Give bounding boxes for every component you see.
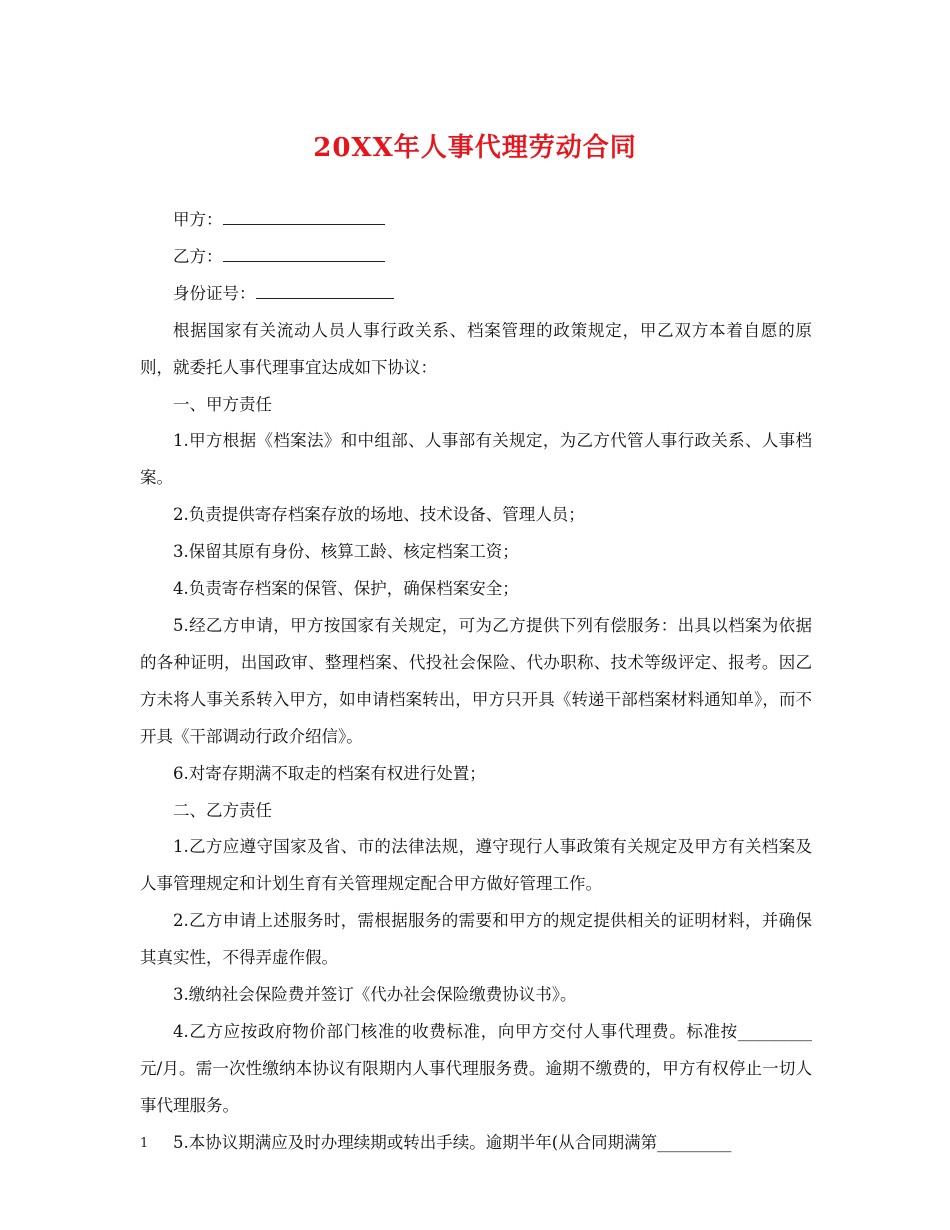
page-number: 1 (140, 1136, 149, 1151)
clause-a-1: 1.甲方根据《档案法》和中组部、人事部有关规定，为乙方代管人事行政关系、人事档案。 (140, 431, 812, 488)
field-label: 甲方： (173, 210, 223, 229)
field-label: 乙方： (173, 246, 223, 266)
clause-b-2: 2.乙方申请上述服务时，需根据服务的需要和甲方的规定提供相关的证明材料，并确保其真实性，不得弄虚作假。 (140, 911, 812, 968)
clause-b-4: 4.乙方应按政府物价部门核准的收费标准，向甲方交付人事代理费。标准按_________元/月。需一次性缴纳本协议有限期内人事代理服务费。逾期不缴费的，甲方有权停止一切人事代理服务。 (140, 1021, 812, 1115)
clause-a-2: 2.负责提供寄存档案存放的场地、技术设备、管理人员； (173, 505, 585, 525)
field-party-b (140, 239, 812, 276)
document-title: 20XX年人事代理劳动合同 (313, 133, 637, 163)
field-id-number (140, 276, 812, 313)
paragraph-intro: 根据国家有关流动人员人事行政关系、档案管理的政策规定，甲乙双方本着自愿的原则，就委托人事代理事宜达成如下协议： (140, 320, 812, 377)
blank-line (223, 241, 385, 262)
blank-line (223, 204, 385, 225)
document-body (140, 202, 812, 1162)
field-party-a (140, 202, 812, 239)
clause-b-3: 3.缴纳社会保险费并签订《代办社会保险缴费协议书》。 (173, 985, 577, 1005)
clause-a-5: 5.经乙方申请，甲方按国家有关规定，可为乙方提供下列有偿服务：出具以档案为依据的各种证明，出国政审、整理档案、代投社会保险、代办职称、技术等级评定、报考。因乙方未将人事关系转入甲方，如申请档案转出，甲方只开具《转递干部档案材料通知单》，而不开具《干部调动行政介绍信》。 (140, 615, 812, 746)
clause-a-3: 3.保留其原有身份、核算工龄、核定档案工资； (173, 542, 519, 562)
blank-line (256, 278, 394, 299)
section-heading-party-b: 二、乙方责任 (173, 800, 272, 820)
clause-a-6: 6.对寄存期满不取走的档案有权进行处置； (173, 763, 486, 783)
clause-b-1: 1.乙方应遵守国家及省、市的法律法规，遵守现行人事政策有关规定及甲方有关档案及人事管理规定和计划生育有关管理规定配合甲方做好管理工作。 (140, 837, 812, 894)
clause-a-4: 4.负责寄存档案的保管、保护，确保档案安全； (173, 579, 519, 599)
section-heading-party-a: 一、甲方责任 (173, 394, 272, 414)
clause-b-5: 5.本协议期满应及时办理续期或转出手续。逾期半年(从合同期满第_________ (173, 1132, 732, 1152)
field-label: 身份证号： (173, 283, 256, 303)
